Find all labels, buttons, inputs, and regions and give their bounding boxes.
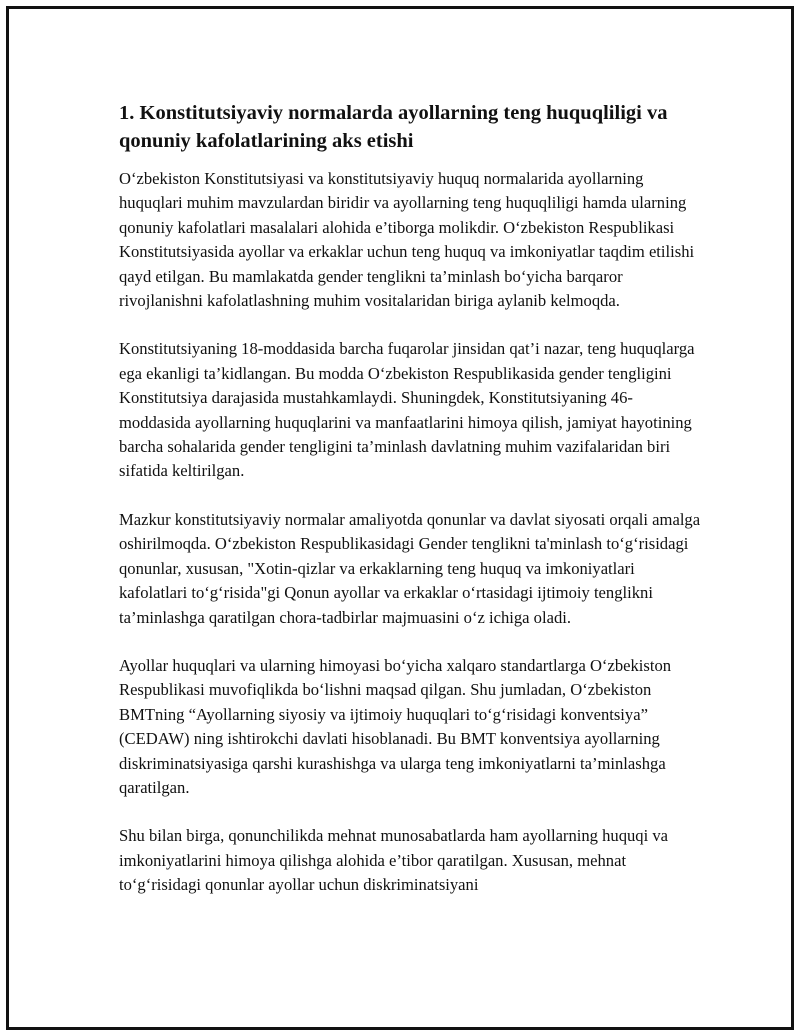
section-heading: 1. Konstitutsiyaviy normalarda ayollarning teng huquqliligi va qonuniy kafolatlarining aks etishi (119, 102, 668, 152)
page-frame (6, 6, 794, 1030)
document-body (119, 99, 704, 922)
paragraph-5: Shu bilan birga, qonunchilikda mehnat munosabatlarda ham ayollarning huquqi va imkoniyatlarini himoya qilishga alohida e’tibor qaratilgan. Xususan, mehnat to‘g‘risidagi qonunlar ayollar uchun diskriminatsiyani (119, 826, 669, 895)
paragraph-4: Ayollar huquqlari va ularning himoyasi bo‘yicha xalqaro standartlarga O‘zbekiston Respublikasi muvofiqlikda bo‘lishni maqsad qilgan. Shu jumladan, O‘zbekiston BMTning “Ayollarning siyosiy va ijtimoiy huquqlari to‘g‘risidagi konventsiya” (CEDAW) ning ishtirokchi davlati hisoblanadi. Bu BMT konventsiya ayollarning diskriminatsiyasiga qarshi kurashishga va ularga teng imkoniyatlarni ta’minlashga qaratilgan. (119, 655, 672, 797)
paragraph-2: Konstitutsiyaning 18-moddasida barcha fuqarolar jinsidan qat’i nazar, teng huquqlarga ega ekanligi ta’kidlangan. Bu modda O‘zbekiston Respublikasida gender tengligini Konstitutsiya darajasida mustahkamlaydi. Shuningdek, Konstitutsiyaning 46-moddasida ayollarning huquqlarini va manfaatlarini himoya qilish, jamiyat hayotining barcha sohalarida gender tengligini ta’minlash davlatning muhim vazifalaridan biri sifatida keltirilgan. (119, 339, 695, 481)
paragraph-1: O‘zbekiston Konstitutsiyasi va konstitutsiyaviy huquq normalarida ayollarning huquqlari muhim mavzulardan biridir va ayollarning teng huquqliligi hamda ularning qonuniy kafolatlari masalalari alohida e’tiborga molikdir. O‘zbekiston Respublikasi Konstitutsiyasida ayollar va erkaklar uchun teng huquq va imkoniyatlar taqdim etilishi qayd etilgan. Bu mamlakatda gender tenglikni ta’minlash bo‘yicha barqaror rivojlanishni kafolatlashning muhim vositalaridan biriga aylanib kelmoqda. (119, 169, 695, 311)
paragraph-3: Mazkur konstitutsiyaviy normalar amaliyotda qonunlar va davlat siyosati orqali amalga oshirilmoqda. O‘zbekiston Respublikasidagi Gender tenglikni ta'minlash to‘g‘risidagi qonunlar, xususan, "Xotin-qizlar va erkaklarning teng huquq va imkoniyatlari kafolatlari to‘g‘risida"gi Qonun ayollar va erkaklar o‘rtasidagi ijtimoiy tenglikni ta’minlashga qaratilgan chora-tadbirlar majmuasini o‘z ichiga oladi. (119, 509, 701, 627)
